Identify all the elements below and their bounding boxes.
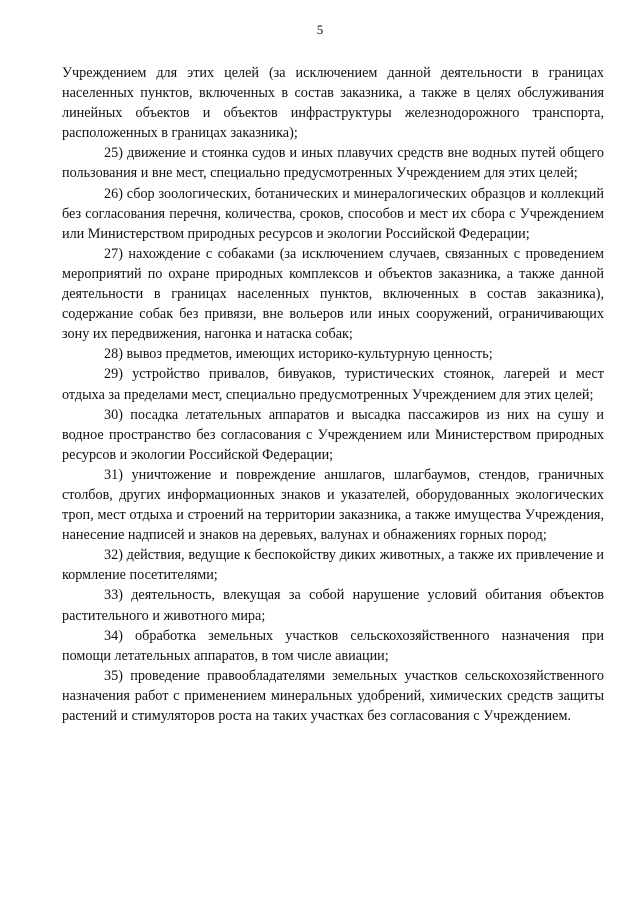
paragraph-item-30: 30) посадка летательных аппаратов и высадка пассажиров из них на сушу и водное пространство без согласования с Учреждением или Министерством природных ресурсов и экологии Российской Федерации;: [62, 406, 604, 463]
page-number: 5: [316, 22, 324, 37]
paragraph-item-25: 25) движение и стоянка судов и иных плавучих средств вне водных путей общего пользования и вне мест, специально предусмотренных Учреждением для этих целей;: [62, 145, 604, 182]
paragraph-continuation: Учреждением для этих целей (за исключением данной деятельности в границах населенных пунктов, включенных в состав заказника, а также в целях обслуживания линейных объектов и объектов инфраструктуры железнодорожного транспорта, расположенных в границах заказника);: [62, 65, 604, 142]
paragraph-item-27: 27) нахождение с собаками (за исключением случаев, связанных с проведением мероприятий по охране природных комплексов и объектов заказника, а также данной деятельности в границах населенных пунктов, включенных в состав заказника), содержание собак без привязи, вне вольеров или иных сооружений, ограничивающих зону их передвижения, нагонка и натаска собак;: [62, 245, 604, 343]
paragraph-item-33: 33) деятельность, влекущая за собой нарушение условий обитания объектов растительного и животного мира;: [62, 587, 604, 624]
paragraph-item-26: 26) сбор зоологических, ботанических и минералогических образцов и коллекций без согласования перечня, количества, сроков, способов и мест их сбора с Учреждением или Министерством природных ресурсов и экологии Российской Федерации;: [62, 185, 604, 242]
paragraph-item-28: 28) вывоз предметов, имеющих историко-культурную ценность;: [104, 346, 493, 363]
paragraph-item-32: 32) действия, ведущие к беспокойству диких животных, а также их привлечение и кормление посетителями;: [62, 547, 604, 584]
document-body: [62, 63, 604, 726]
paragraph-item-34: 34) обработка земельных участков сельскохозяйственного назначения при помощи летательных аппаратов, в том числе авиации;: [62, 627, 604, 664]
paragraph-item-29: 29) устройство привалов, бивуаков, туристических стоянок, лагерей и мест отдыха за пределами мест, специально предусмотренных Учреждением для этих целей;: [62, 366, 604, 403]
paragraph-item-31: 31) уничтожение и повреждение аншлагов, шлагбаумов, стендов, граничных столбов, других информационных знаков и указателей, оборудованных экологических троп, мест отдыха и строений на территории заказника, а также имущества Учреждения, нанесение надписей и знаков на деревьях, валунах и обнажениях горных пород;: [62, 466, 604, 544]
paragraph-item-35: 35) проведение правообладателями земельных участков сельскохозяйственного назначения работ с применением минеральных удобрений, химических средств защиты растений и стимуляторов роста на таких участках без согласования с Учреждением.: [62, 667, 604, 724]
